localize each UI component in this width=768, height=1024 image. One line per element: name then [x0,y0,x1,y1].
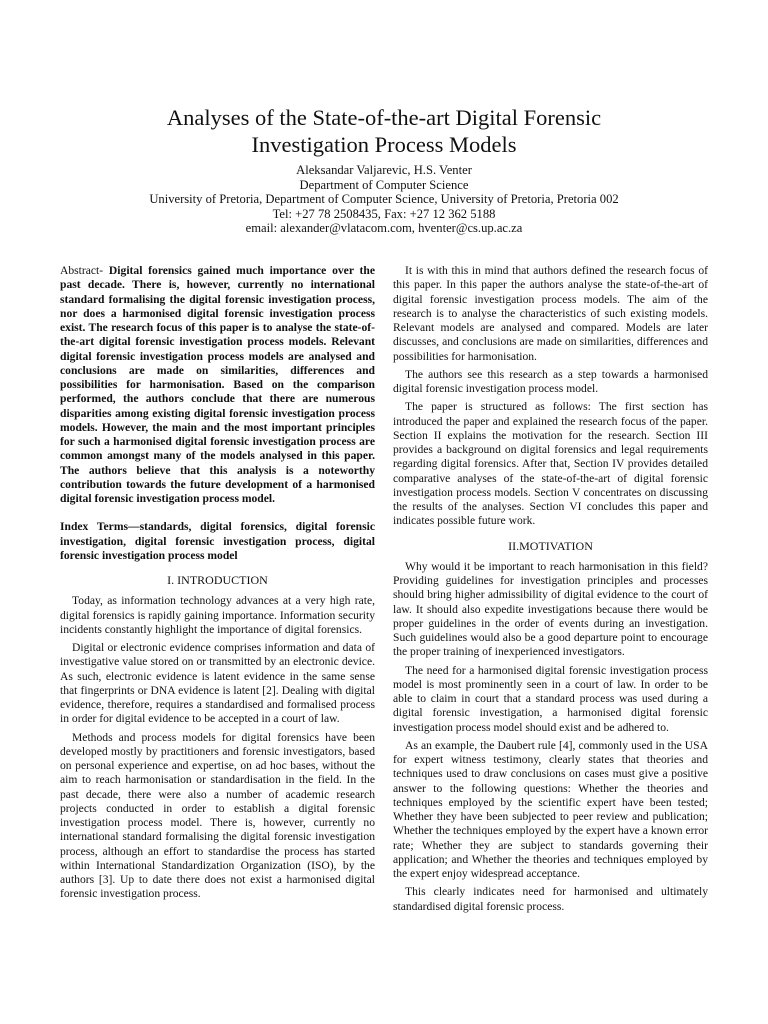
author-email: email: alexander@vlatacom.com, hventer@cs.up.ac.za [245,221,523,236]
paper-title [90,104,678,158]
abstract-label: Abstract- [60,264,104,277]
step-paragraph: The authors see this research as a step towards a harmonised digital forensic investigation process model. [393,367,708,395]
author-phone: Tel: +27 78 2508435, Fax: +27 12 362 5188 [272,206,496,221]
motivation-heading: II.MOTIVATION [508,538,593,553]
structure-paragraph: The paper is structured as follows: The first section has introduced the paper and explained the research focus of the paper. Section II explains the motivation for the research. Section III provides a background on digital forensics and legal requirements regarding digital forensics. After that, Section IV provides detailed comparative analyses of the state-of-the-art of digital forensic investigation process models. Section V concentrates on discussing the results of the analyses. Section VI concludes this paper and indicates possible future work. [393,400,708,528]
right-column [393,264,708,918]
motivation-paragraph-1: Why would it be important to reach harmonisation in this field? Providing guidelines for investigation principles and processes should bring higher admissibility of digital evidence to the court of law. It should also expedite investigations because there would be proper guidelines in the order of events during an investigation. Such guidelines would also be a good departure point to encourage the proper training of inexperienced investigators. [393,559,708,659]
author-affiliation: University of Pretoria, Department of Computer Science, University of Pretoria, Pretoria 002 [149,192,619,207]
intro-paragraph-3: Methods and process models for digital forensics have been developed mostly by practitioners and forensic investigators, based on personal experience and expertise, on ad hoc bases, without the aim to reach harmonisation or standardisation in the field. In the past decade, there were also a number of academic research projects conducted in order to establish a digital forensic investigation process model. There is, however, currently no international standard formalising the digital forensic investigation process, although an effort to standardise the process has started within International Standardization Organization (ISO), by the authors [3]. Up to date there does not exist a harmonised digital forensic investigation process. [60,730,375,901]
author-block [60,163,708,236]
intro-paragraph-1: Today, as information technology advances at a very high rate, digital forensics is rapidly gaining importance. Information security incidents constantly highlight the importance of digital forensics. [60,594,375,636]
index-terms: Index Terms—standards, digital forensics, digital forensic investigation, digital forensic investigation process, digital forensic investigation process model [60,520,375,562]
focus-paragraph: It is with this in mind that authors defined the research focus of this paper. In this paper the authors analyse the state-of-the-art of digital forensic investigation process models. The aim of the research is to analyse the characteristics of such existing models. Relevant models are analysed and compared. Models are later discusses, and conclusions are made on similarities, differences and possibilities for harmonisation. [393,264,708,363]
author-names: Aleksandar Valjarevic, H.S. Venter [296,163,472,177]
title-line-2: Investigation Process Models [251,132,517,157]
intro-paragraph-2: Digital or electronic evidence comprises information and data of investigative value stored on or transmitted by an electronic device. As such, electronic evidence is latent evidence in the same sense that fingerprints or DNA evidence is latent [2]. Dealing with digital evidence, therefore, requires a standardised and formalised process in order for digital evidence to be accepted in a court of law. [60,641,375,726]
motivation-paragraph-2: The need for a harmonised digital forensic investigation process model is most prominently seen in a court of law. In order to be able to claim in court that a standard process was used during a digital forensic investigation, a harmonised digital forensic investigation process model should exist and be adhered to. [393,663,708,734]
introduction-heading: I. INTRODUCTION [167,573,268,587]
author-department: Department of Computer Science [299,177,469,192]
title-line-1: Analyses of the State-of-the-art Digital Forensic [166,105,602,130]
abstract [60,264,375,506]
left-column [60,264,375,906]
motivation-paragraph-3: As an example, the Daubert rule [4], commonly used in the USA for expert witness testimony, clearly states that theories and techniques used to draw conclusions on cases must give a positive answer to the following questions: Whether the theories and techniques employed by the scientific expert have been tested; Whether they have been subjected to peer review and publication; Whether the techniques employed by the expert have a known error rate; Whether they are subject to standards governing their application; and Whether the theories and techniques employed by the expert enjoy widespread acceptance. [393,738,708,880]
motivation-paragraph-4: This clearly indicates need for harmonised and ultimately standardised digital forensic process. [393,885,708,913]
abstract-text: Digital forensics gained much importance over the past decade. There is, however, currently no international standard formalising the digital forensic investigation process, nor does a harmonised digital forensic investigation process exist. The research focus of this paper is to analyse the state-of-the-art digital forensic investigation process models. Relevant digital forensic investigation process models are analysed and conclusions are made on similarities, differences and possibilities for harmonisation. Based on the comparison performed, the authors conclude that there are numerous disparities among existing digital forensic investigation process models. However, the main and the most important principles for such a harmonised digital forensic investigation process are common amongst many of the models analysed in this paper. The authors believe that this analysis is a noteworthy contribution towards the future development of a harmonised digital forensic investigation process model. [60,264,375,505]
